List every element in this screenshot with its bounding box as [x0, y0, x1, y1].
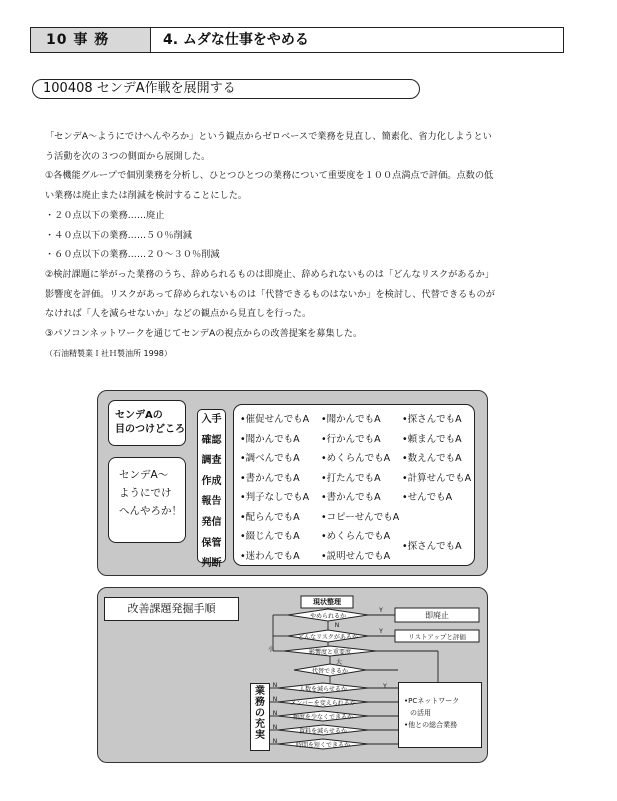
paragraph-line: ①各機能グループで個別業務を分析し、ひとつひとつの業務について重要度を１００点満点で評価。点数の低	[45, 170, 494, 182]
fc-no-label: N	[334, 622, 340, 629]
fc-sub-label: 資料を減らせるか	[299, 728, 347, 735]
panel1-title	[108, 400, 186, 446]
phrase-grid	[233, 404, 475, 566]
paragraph-line: ②検討課題に挙がった業務のうち、辞められるものは即廃止、辞められないものは「どんなリスクがあるか」	[45, 268, 495, 280]
verb-item: 報告	[201, 496, 222, 508]
chapter-header	[30, 27, 564, 53]
phrase-item: •打たんでもA	[321, 472, 381, 484]
paragraph-line: ③パソコンネットワークを通じてセンデAの視点からの改善提案を募集した。	[45, 328, 363, 340]
phrase-item: •調べんでもA	[240, 453, 300, 464]
phrase-item: •めくらんでもA	[321, 453, 391, 464]
verb-item: 保管	[201, 537, 222, 549]
business-enrichment-box	[250, 683, 270, 751]
verb-item: 発信	[201, 516, 222, 528]
procedure-panel	[97, 587, 488, 763]
paragraph-line: 影響度を評価。リスクがあって辞められないものは「代替できるものはないか」を検討し、代替できるものが	[45, 288, 495, 300]
paragraph-line: ・４０点以下の業務……５０％削減	[45, 229, 192, 241]
verb-item: 入手	[201, 414, 222, 425]
slogan-line: へんやろか！	[119, 505, 182, 517]
slogan-line: ようにでけ	[119, 487, 172, 499]
paragraph-line: 「センデA～ようにでけへんやろか」という観点からゼロベースで業務を見直し、簡素化、省力化しようとい	[45, 131, 492, 142]
fc-yes-label: Y	[383, 683, 387, 690]
phrase-item: •説明せんでもA	[321, 550, 391, 562]
phrase-item: •コピーせんでもA	[321, 511, 400, 523]
phrase-item: •綴じんでもA	[240, 531, 300, 542]
side-char: 務	[255, 697, 265, 708]
paragraph-line: い業務は廃止または削減を検討することにした。	[45, 190, 248, 202]
phrase-item: •頼まんでもA	[402, 433, 462, 445]
paragraph-line: ・６０点以下の業務……２０～３０％削減	[45, 249, 220, 261]
side-char: の	[255, 708, 265, 719]
fc-r2-label: リストアップと評価	[408, 633, 466, 641]
panel1-title-line: センデAの	[115, 410, 163, 421]
fc-no-label: N	[272, 682, 278, 689]
sendea-viewpoints-panel	[97, 390, 488, 576]
verb-column	[197, 409, 226, 570]
chapter-section: 10 事 務	[31, 28, 151, 52]
paragraph-line: なければ「人を減らせないか」などの観点から見直しを行った。	[45, 308, 312, 320]
fc-q2-label: どんなリスクがあるか	[298, 634, 358, 641]
phrase-item: •行かんでもA	[321, 433, 381, 445]
slogan-box	[108, 457, 186, 543]
body-text	[45, 127, 565, 363]
fc-no-label: N	[272, 724, 278, 731]
phrase-item: •数えんでもA	[402, 453, 462, 464]
case-heading: 100408 センデA作戦を展開する	[32, 79, 420, 99]
fc-r1-label: 即廃止	[425, 611, 449, 620]
fc-top-label: 現状整理	[313, 598, 341, 606]
verb-item: 調査	[201, 455, 222, 467]
phrase-item: •聞かんでもA	[321, 414, 381, 425]
fc-no-label: N	[272, 738, 278, 745]
paragraph-line: ・２０点以下の業務……廃止	[45, 209, 165, 221]
side-char: 充	[255, 719, 265, 730]
source-note: （石油精製業Ｉ社Ｈ製油所 1998）	[45, 348, 172, 358]
slogan-line: センデA～	[119, 469, 169, 481]
verb-item: 判断	[201, 558, 222, 570]
side-char: 実	[255, 730, 265, 741]
result-line: の活用	[410, 709, 431, 717]
phrase-item: •判子なしでもA	[240, 492, 310, 503]
fc-q4-label: 代替できるか	[311, 668, 348, 675]
paragraph-line: う活動を次の３つの側面から展開した。	[45, 150, 211, 162]
phrase-item: •せんでもA	[402, 492, 453, 503]
result-line: •他との総合業務	[404, 721, 458, 729]
panel2-title: 改善課題発掘手順	[104, 597, 239, 621]
fc-no-label: N	[272, 710, 278, 717]
fc-sub-label: 時間を短くできるか	[295, 742, 350, 749]
phrase-item: •計算せんでもA	[402, 472, 472, 484]
phrase-item: •探さんでもA	[402, 540, 462, 552]
fc-q3-label: 影響度と重要度	[308, 649, 351, 656]
fc-yes-label: Y	[379, 628, 383, 635]
phrase-item: •書かんでもA	[240, 472, 300, 484]
phrase-item: •めくらんでもA	[321, 531, 391, 542]
phrase-item: •探さんでもA	[402, 414, 462, 425]
phrase-item: •迷わんでもA	[240, 550, 300, 562]
phrase-item: •催促せんでもA	[240, 414, 310, 425]
result-line: •PCネットワーク	[404, 697, 460, 705]
panel1-title-line: 目のつけどころ	[115, 424, 185, 435]
phrase-item: •聞かんでもA	[240, 433, 300, 445]
fc-sub-label: メンバーを変えられるか	[290, 700, 356, 707]
chapter-title: 4. ムダな仕事をやめる	[163, 32, 309, 48]
fc-small-label: 小	[267, 646, 274, 653]
fc-large-label: 大	[335, 659, 342, 666]
phrase-item: •配らんでもA	[240, 511, 300, 523]
fc-sub-label: 人数を減らせるか	[299, 686, 347, 693]
fc-sub-label: 頻度を少なくできるか	[292, 714, 353, 721]
phrase-item: •書かんでもA	[321, 492, 381, 503]
improvement-result-box	[398, 682, 482, 748]
fc-yes-label: Y	[379, 607, 383, 614]
fc-q1-label: やめられるか	[309, 613, 346, 620]
side-char: 業	[255, 686, 265, 697]
fc-no-label: N	[272, 696, 278, 703]
verb-item: 確認	[201, 434, 222, 446]
verb-item: 作成	[201, 475, 222, 487]
